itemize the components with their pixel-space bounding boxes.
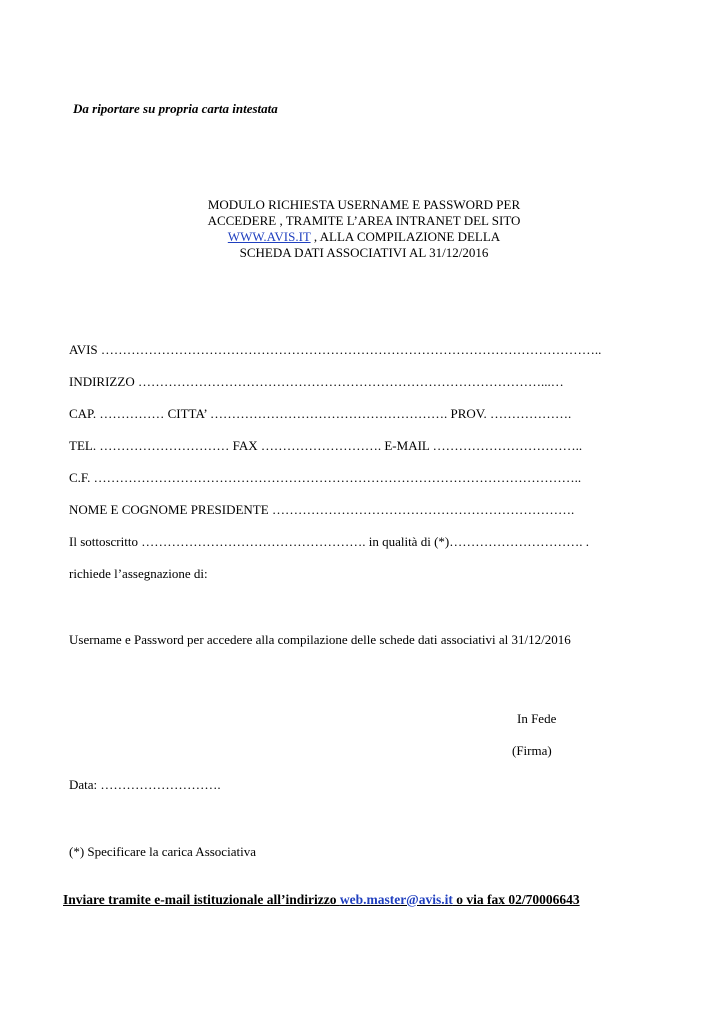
footnote: (*) Specificare la carica Associativa <box>69 844 256 859</box>
title-line-1: MODULO RICHIESTA USERNAME E PASSWORD PER <box>207 197 521 212</box>
letterhead-note: Da riportare su propria carta intestata <box>73 101 278 116</box>
send-instructions <box>63 892 580 908</box>
field-presidente: NOME E COGNOME PRESIDENTE ……………………………………………………………. <box>69 502 575 517</box>
title-line-2: ACCEDERE , TRAMITE L’AREA INTRANET DEL SITO <box>207 213 521 228</box>
email-link[interactable]: web.master@avis.it <box>339 892 453 907</box>
send-prefix: Inviare tramite e-mail istituzionale all’indirizzo <box>63 892 340 907</box>
field-tel-fax-email: TEL. ………………………… FAX ………………………. E-MAIL …………………………….. <box>69 438 583 453</box>
field-indirizzo: INDIRIZZO …………………………………………………………………………………...… <box>69 374 564 389</box>
title-line-3 <box>164 229 564 245</box>
field-cf: C.F. ………………………………………………………………………………………………….. <box>69 470 582 485</box>
field-avis: AVIS …………………………………………………………………………………………………….. <box>69 342 602 357</box>
date-field: Data: ………………………. <box>69 777 221 792</box>
in-fede-label: In Fede <box>517 711 557 726</box>
title-line-3-rest: , ALLA COMPILAZIONE DELLA <box>310 229 501 244</box>
field-cap-citta-prov: CAP. …………… CITTA’ ………………………………………………. PROV. ………………. <box>69 406 572 421</box>
title-line-4: SCHEDA DATI ASSOCIATIVI AL 31/12/2016 <box>239 245 489 260</box>
avis-website-link[interactable]: WWW.AVIS.IT <box>227 229 311 244</box>
form-title <box>164 197 564 261</box>
send-suffix: o via fax 02/70006643 <box>452 892 580 907</box>
request-object: Username e Password per accedere alla compilazione delle schede dati associativi al 31/12/2016 <box>69 632 571 647</box>
richiede-label: richiede l’assegnazione di: <box>69 566 208 581</box>
field-sottoscritto: Il sottoscritto ……………………………………………. in qualità di (*)…………………………. . <box>69 534 589 549</box>
signature-label: (Firma) <box>512 743 552 758</box>
